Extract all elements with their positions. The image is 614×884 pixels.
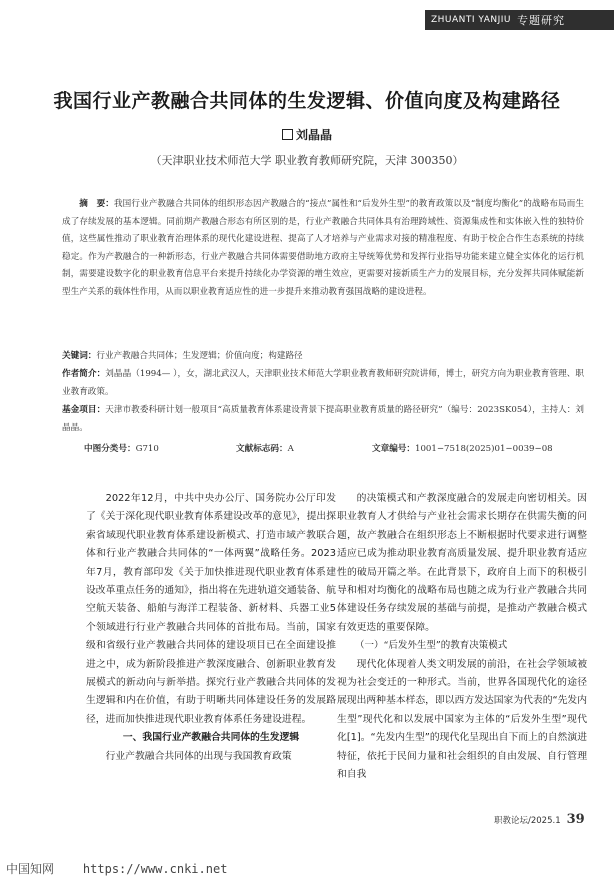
body-column-left <box>86 490 336 766</box>
section-english-label: ZHUANTI YANJIU <box>431 15 512 25</box>
article-number: 文章编号：1001−7518(2025)01−0039−08 <box>372 444 553 454</box>
source-watermark <box>6 860 227 877</box>
body-paragraph: 2022年12月，中共中央办公厅、国务院办公厅印发了《关于深化现代职业教育体系建设改革的意见》，提出探索省域现代职业教育体系建设新模式、打造市域产教联合体和行业产教融合共同体的“一体两翼”战略任务。2023年7月，教育部印发《关于加快推进现代职业教育体系建设改革重点任务的通知》，指出将在先进轨道交通装备、航空航天装备、船舶与海洋工程装备、新材料、兵器工业5个领域进行行业产教融合共同体的首批布局。当前，国家级和省级行业产教融合共同体的建设项目已在全面建设推进之中，成为新阶段推进产教深度融合、创新职业教育发展模式的新动向与新举措。探究行业产教融合共同体的发生逻辑和内在价值，有助于明晰共同体建设任务的发展路径，进而加快推进现代职业教育体系任务建设进程。 <box>86 493 336 725</box>
clc-number: 中图分类号：G710 <box>84 444 159 454</box>
page-number: 39 <box>566 812 585 827</box>
author-affiliation: （天津职业技术师范大学 职业教育教师研究院，天津 300350） <box>150 154 464 167</box>
bio-label: 作者简介： <box>62 369 106 379</box>
body-paragraph: 现代化体现着人类文明发展的前沿，在社会学领域被视为社会变迁的一种形式。当前，世界各国现代化的途径展现出两种基本样态，即以西方发达国家为代表的“先发内生型”现代化和以发展中国家为主体的“后发外生型”现代化[1]。“先发内生型”的现代化呈现出自下而上的自然演进特征，依托于民间力量和社会组织的自由发展、自行管理和自我 <box>337 658 587 781</box>
keywords-text: 行业产教融合共同体；生发逻辑；价值向度；构建路径 <box>96 351 303 361</box>
author-line <box>0 126 614 143</box>
body-paragraph: 行业产教融合共同体的出现与我国教育政策 <box>105 750 292 762</box>
journal-issue: 职教论坛/2025.1 <box>494 816 561 826</box>
abstract-label: 摘 要： <box>79 199 114 209</box>
fund-label: 基金项目： <box>62 405 106 415</box>
body-paragraph: 的决策模式和产教深度融合的发展走向密切相关。因职业教育人才供给与产业社会需求长期存在供需失衡的问题，故产教融合在组织形态上不断根据时代要求进行调整适应已成为推动职业教育高质量发展、提升职业教育适应性的破局开篇之举。在此背景下，政府自上而下的积极引导和相对均衡化的战略布局也随之成为行业产教融合共同体建设任务存续发展的基础与前提，是推动产教融合模式有效更迭的重要保障。 <box>337 493 587 633</box>
abstract <box>62 196 584 301</box>
subsection-heading: （一）“后发外生型”的教育决策模式 <box>355 640 508 652</box>
keywords <box>62 348 584 366</box>
watermark-site-name: 中国知网 <box>6 862 55 876</box>
bio-text: 刘晶晶（1994— ），女，湖北武汉人，天津职业技术师范大学职业教育教师研究院讲师，博士，研究方向为职业教育管理、职业教育政策。 <box>62 369 584 397</box>
journal-section-header <box>425 10 614 30</box>
article-title: 我国行业产教融合共同体的生发逻辑、价值向度及构建路径 <box>53 90 561 112</box>
keywords-label: 关键词： <box>62 351 97 361</box>
author-name: 刘晶晶 <box>295 128 332 142</box>
abstract-text: 我国行业产教融合共同体的组织形态因产教融合的“接点”属性和“后发外生型”的教育政策以及“制度均衡化”的战略布局而生成了存续发展的基本逻辑。同前期产教融合形态有所区别的是，行业产教融合共同体具有治理跨域性、资源集成性和实体嵌入性的独特价值，这些属性推动了职业教育治理体系的现代化建设进程、提高了人才培养与产业需求对接的精准程度、有助于校企合作生态系统的持续稳定。作为产教融合的一种新形态，行业产教融合共同体需要借助地方政府主导统筹优势和发挥行业指导功能来建立健全实体化的运行机制，需要建设数字化的职业教育信息平台来提升持续化办学资源的增生效应，更需要对接新质生产力的发展目标，充分发挥共同体赋能新型生产关系的载体性作用，从而以职业教育适应性的进一步提升来推动教育强国战略的建设进程。 <box>62 199 584 297</box>
watermark-url: https://www.cnki.net <box>82 862 228 876</box>
document-code: 文献标志码：A <box>236 444 294 454</box>
body-column-right <box>337 490 587 785</box>
section-heading: 一、我国行业产教融合共同体的生发逻辑 <box>122 732 300 744</box>
page-footer <box>494 812 585 827</box>
author-box-icon <box>282 129 293 140</box>
fund-text: 天津市教委科研计划一般项目“高质量教育体系建设背景下提高职业教育质量的路径研究”（编号：2023SK054），主持人：刘晶晶。 <box>62 405 584 433</box>
author-bio <box>62 366 584 401</box>
fund-project <box>62 402 584 437</box>
section-chinese-label: 专题研究 <box>517 14 566 27</box>
